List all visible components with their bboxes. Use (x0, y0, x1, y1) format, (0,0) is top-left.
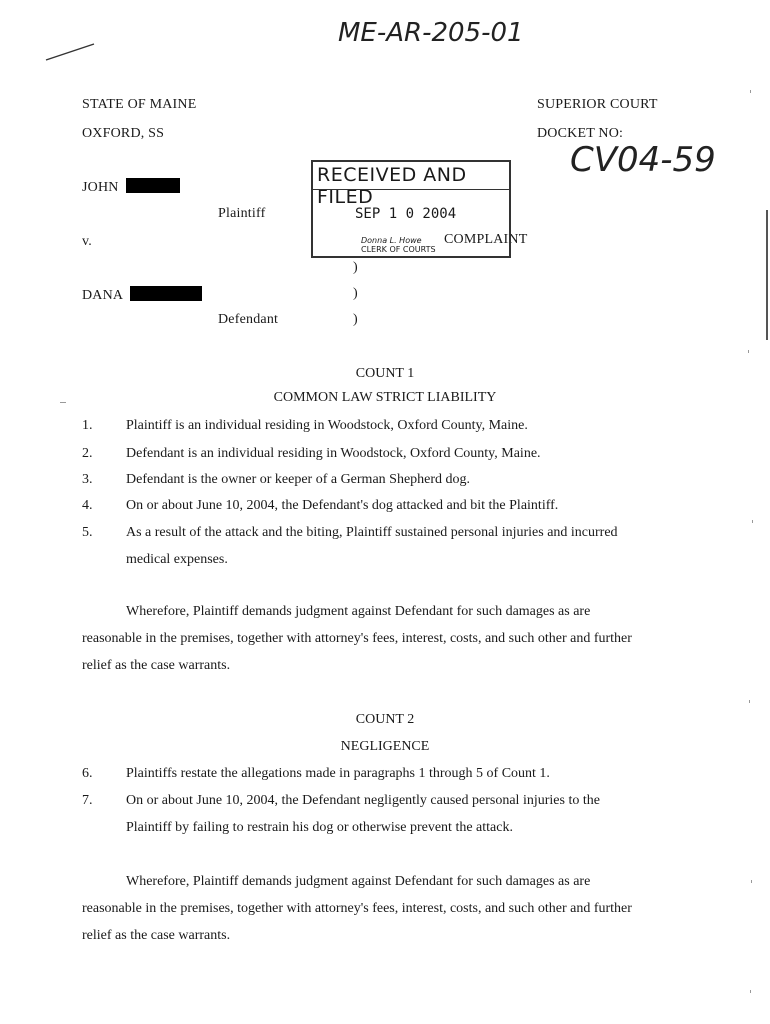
caption-paren: ) (353, 286, 358, 301)
paragraph-text-continued: medical expenses. (126, 552, 228, 567)
scan-speck (752, 520, 753, 523)
stamp-date: SEP 1 0 2004 (355, 206, 457, 222)
count1-title: COUNT 1 (355, 366, 415, 381)
defendant-role: Defendant (218, 312, 279, 327)
stamp-divider (313, 189, 509, 190)
paragraph-text: Defendant is an individual residing in Woodstock, Oxford County, Maine. (126, 446, 541, 461)
paragraph-text: Plaintiff is an individual residing in Woodstock, Oxford County, Maine. (126, 418, 528, 433)
scan-speck (748, 350, 749, 353)
paragraph-text: On or about June 10, 2004, the Defendant negligently caused personal injuries to the (126, 793, 600, 808)
defendant-line (82, 286, 202, 304)
received-filed-stamp (311, 160, 511, 258)
paragraph-text: Defendant is the owner or keeper of a German Shepherd dog. (126, 472, 471, 487)
handwritten-docket-number: CV04-59 (570, 140, 716, 180)
caption-court: SUPERIOR COURT (537, 97, 658, 112)
paragraph-number: 2. (82, 446, 93, 461)
paragraph-number: 5. (82, 525, 93, 540)
count2-subtitle: NEGLIGENCE (340, 739, 430, 754)
caption-state: STATE OF MAINE (82, 97, 197, 112)
paragraph-number: 1. (82, 418, 93, 433)
paragraph-number: 6. (82, 766, 93, 781)
wherefore-line: Wherefore, Plaintiff demands judgment against Defendant for such damages as are (126, 604, 591, 619)
count2-title: COUNT 2 (355, 712, 415, 727)
caption-paren: ) (353, 260, 358, 275)
plaintiff-role: Plaintiff (218, 206, 266, 221)
stray-pen-mark (44, 40, 98, 64)
stamp-signature: Donna L. Howe (361, 236, 422, 245)
wherefore-line: Wherefore, Plaintiff demands judgment against Defendant for such damages as are (126, 874, 591, 889)
scan-speck (60, 402, 66, 403)
stamp-title: RECEIVED AND FILED (317, 164, 467, 208)
plaintiff-name: JOHN (82, 180, 119, 195)
paragraph-text-continued: Plaintiff by failing to restrain his dog or otherwise prevent the attack. (126, 820, 513, 835)
paragraph-number: 7. (82, 793, 93, 808)
defendant-name: DANA (82, 288, 123, 303)
count1-subtitle: COMMON LAW STRICT LIABILITY (273, 390, 497, 405)
scan-edge-mark (766, 210, 768, 340)
scan-speck (750, 90, 751, 93)
document-type: COMPLAINT (444, 232, 528, 247)
caption-county: OXFORD, SS (82, 126, 165, 141)
caption-paren: ) (353, 312, 358, 327)
redaction-bar (130, 286, 202, 301)
versus-label: v. (82, 234, 92, 249)
wherefore-line: relief as the case warrants. (82, 658, 231, 673)
scan-speck (751, 880, 752, 883)
scan-speck (750, 990, 751, 993)
caption-docket-label: DOCKET NO: (537, 126, 624, 141)
handwritten-case-code: ME-AR-205-01 (338, 18, 524, 48)
wherefore-line: reasonable in the premises, together with attorney's fees, interest, costs, and such other and further (82, 901, 632, 916)
scan-speck (749, 700, 750, 703)
plaintiff-line (82, 178, 180, 196)
redaction-bar (126, 178, 180, 193)
paragraph-text: Plaintiffs restate the allegations made in paragraphs 1 through 5 of Count 1. (126, 766, 550, 781)
paragraph-number: 4. (82, 498, 93, 513)
wherefore-line: reasonable in the premises, together with attorney's fees, interest, costs, and such other and further (82, 631, 632, 646)
wherefore-line: relief as the case warrants. (82, 928, 231, 943)
stamp-clerk: CLERK OF COURTS (361, 245, 436, 254)
paragraph-number: 3. (82, 472, 93, 487)
paragraph-text: As a result of the attack and the biting, Plaintiff sustained personal injuries and incurred (126, 525, 618, 540)
paragraph-text: On or about June 10, 2004, the Defendant's dog attacked and bit the Plaintiff. (126, 498, 559, 513)
